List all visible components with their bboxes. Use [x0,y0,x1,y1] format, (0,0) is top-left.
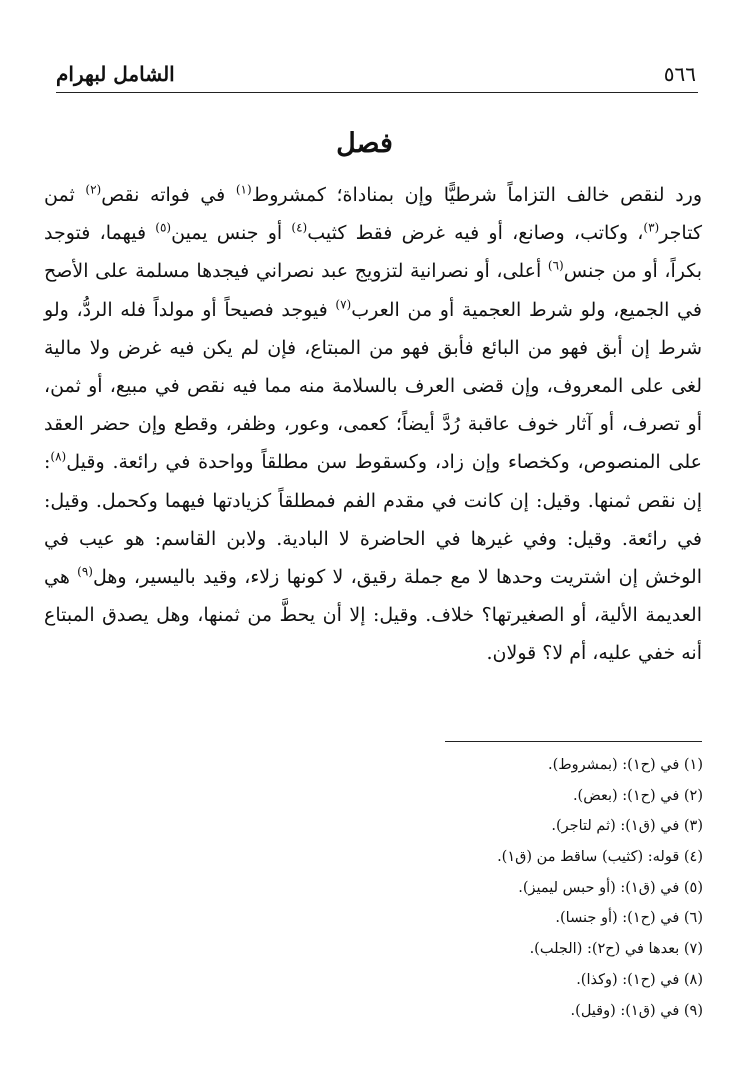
book-title: الشامل لبهرام [56,62,175,86]
text-run: فيهما، فتوجد بكراً، أو من جنس [44,222,702,283]
footnotes-list [200,750,703,1026]
text-run: ، وكاتب، وصانع، أو فيه غرض فقط كثيب [307,222,644,245]
page-number: ٥٦٦ [663,62,696,86]
footnote: (٢) في (ح١): (بعض). [572,787,703,804]
footnote-ref: (٧) [335,297,352,312]
footnote: (٨) في (ح١): (وكذا). [576,971,703,988]
header-rule [56,92,698,93]
footnote: (٤) قوله: (كثيب) ساقط من (ق١). [497,849,703,866]
footnote-ref: (٥) [155,220,172,235]
text-run: هي العديمة الألية، أو الصغيرتها؟ خلاف. وقيل: إلا أن يحطَّ من ثمنها، وهل يصدق المبتاع أنه خفي عليه، أم لا؟ قولان. [44,566,702,665]
footnote-ref: (٣) [643,220,660,235]
running-header [56,58,696,92]
text-run: أو جنس يمين [171,222,292,245]
footnote: (٩) في (ق١): (وقيل). [570,1002,703,1019]
footnote-ref: (٨) [50,450,67,465]
text-run: ورد لنقص خالف التزاماً شرطيًّا وإن بمناداة؛ كمشروط [251,184,703,206]
text-run: ثمن كتاجر [44,184,702,245]
footnote: (١) في (ح١): (بمشروط). [547,757,703,773]
footnote-separator [445,741,702,742]
text-run: : إن نقص ثمنها. وقيل: إن كانت في مقدم الفم فمطلقاً كزيادتها فيهما وكحمل. وقيل: في رائعة. وقيل: وفي غيرها في الحاضرة لا البادية. ولابن القاسم: هو عيب في الوخش إن اشتريت وحدها لا مع جملة رقيق، لا كونها زلاء، وقيد باليسير، وهل [44,451,702,589]
text-run: فيوجد فصيحاً أو مولداً فله الردُّ، ولو شرط إن أبق فهو من البائع فأبق فهو من المبتاع، فإن لم يكن فيه غرض ولا مالية لغى على المعروف، وإن قضى العرف بالسلامة منه مما فيه نقص في مبيع، أو ثمن، أو تصرف، أو آثار خوف عاقبة رُدَّ أيضاً؛ كعمى، وعور، وظفر، وقطع وإن حضر العقد على المنصوص، وكخصاء وإن زاد، وكسقوط سن مطلقاً وواحدة في رائعة. وقيل [44,298,702,474]
footnote-ref: (٩) [77,564,93,579]
footnote-ref: (١) [235,182,252,197]
section-title: فصل [336,128,393,159]
footnote: (٧) بعدها في (ح٢): (الجلب). [529,941,703,958]
footnote-ref: (٢) [85,182,102,197]
footnote-ref: (٤) [291,220,308,235]
text-run: أعلى، أو نصرانية لتزويج عبد نصراني فيجدها مسلمة على الأصح في الجميع، ولو شرط العجمية أو من العرب [44,260,702,321]
footnote-ref: (٦) [547,259,564,274]
footnote: (٦) في (ح١): (أو جنسا). [555,910,703,927]
footnote: (٣) في (ق١): (ثم لتاجر). [551,818,703,835]
footnote: (٥) في (ق١): (أو حبس ليميز). [518,879,703,896]
text-run: في فواته نقص [101,184,236,206]
body-paragraph [44,176,702,673]
